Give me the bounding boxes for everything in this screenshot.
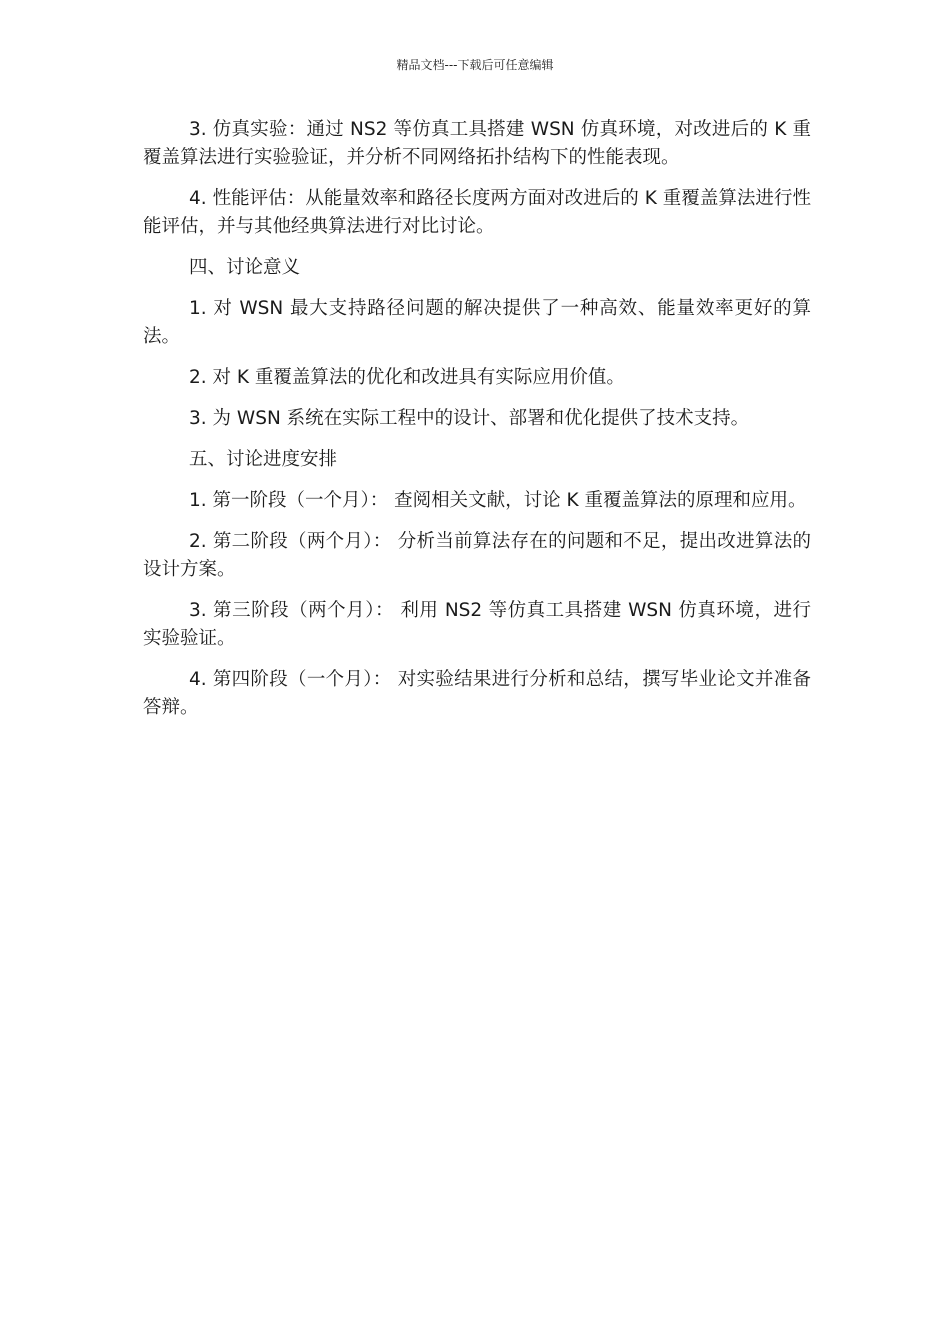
section-heading-schedule: 五、讨论进度安排 (189, 449, 338, 470)
page-header: 精品文档---下载后可任意编辑 (396, 58, 554, 72)
paragraph-schedule-stage-3: 3. 第三阶段（两个月）： 利用 NS2 等仿真工具搭建 WSN 仿真环境，进行实验验证。 (143, 600, 811, 649)
paragraph-significance-2: 2. 对 K 重覆盖算法的优化和改进具有实际应用价值。 (189, 367, 625, 388)
paragraph-schedule-stage-4: 4. 第四阶段（一个月）： 对实验结果进行分析和总结，撰写毕业论文并准备答辩。 (143, 669, 811, 718)
document-body (143, 116, 811, 735)
section-heading-significance: 四、讨论意义 (189, 257, 301, 278)
paragraph-performance-evaluation: 4. 性能评估：从能量效率和路径长度两方面对改进后的 K 重覆盖算法进行性能评估，并与其他经典算法进行对比讨论。 (143, 188, 811, 237)
paragraph-schedule-stage-2: 2. 第二阶段（两个月）： 分析当前算法存在的问题和不足，提出改进算法的设计方案。 (143, 531, 811, 580)
paragraph-significance-1: 1. 对 WSN 最大支持路径问题的解决提供了一种高效、能量效率更好的算法。 (143, 298, 811, 347)
paragraph-schedule-stage-1: 1. 第一阶段（一个月）： 查阅相关文献，讨论 K 重覆盖算法的原理和应用。 (189, 490, 807, 511)
paragraph-significance-3: 3. 为 WSN 系统在实际工程中的设计、部署和优化提供了技术支持。 (189, 408, 750, 429)
paragraph-simulation-experiment: 3. 仿真实验：通过 NS2 等仿真工具搭建 WSN 仿真环境，对改进后的 K 重覆盖算法进行实验验证，并分析不同网络拓扑结构下的性能表现。 (143, 119, 811, 168)
